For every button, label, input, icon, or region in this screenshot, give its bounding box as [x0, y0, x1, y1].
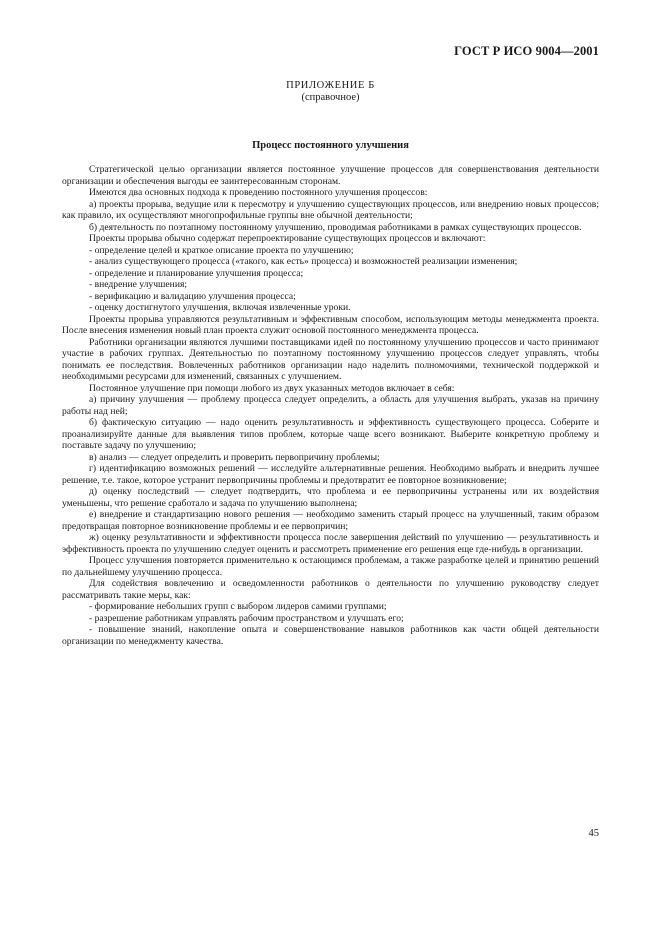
bullet-item: - анализ существующего процесса («такого, как есть» процесса) и возможностей реализации изменения;: [89, 256, 518, 267]
appendix-subtitle: (справочное): [301, 92, 360, 103]
bullet-item: - формирование небольших групп с выбором лидеров самими группами;: [89, 601, 387, 612]
paragraph: Проекты прорыва обычно содержат перепроектирование существующих процессов и включают:: [89, 233, 486, 244]
list-item: а) проекты прорыва, ведущие или к пересмотру и улучшению существующих процессов, или внедрению новых процессов; как правило, их осуществляют многопрофильные группы вне обычной деятельности;: [62, 198, 599, 221]
list-item: в) анализ — следует определить и проверить первопричину проблемы;: [89, 451, 380, 463]
paragraph: Стратегической целью организации является постоянное улучшение процессов для совершенствования деятельности организации и обеспечения выгоды ее заинтересованным сторонам.: [62, 164, 599, 187]
bullet-item: - определение и планирование улучшения процесса;: [89, 267, 304, 279]
list-item: д) оценку последствий — следует подтвердить, что проблема и ее первопричины устранены или их воздействия уменьшены, что решение сработало и задача по улучшению выполнена;: [62, 486, 599, 509]
list-item: е) внедрение и стандартизацию нового решения — необходимо заменить старый процесс на улучшенный, таким образом предотвращая повторное возникновение проблемы и ее первопричин;: [62, 509, 599, 532]
list-item: а) причину улучшения — проблему процесса следует определить, а область для улучшения выбрать, указав на причину работы над ней;: [62, 394, 599, 417]
bullet-item: - определение целей и краткое описание проекта по улучшению;: [89, 244, 354, 256]
paragraph: Имеются два основных подхода к проведению постоянного улучшения процессов:: [89, 187, 428, 198]
appendix-title: ПРИЛОЖЕНИЕ Б: [286, 80, 375, 91]
paragraph: Проекты прорыва управляются результативным и эффективным способом, использующим методы менеджмента проекта. После внесения изменения новый план проекта служит основой постоянного менеджмента процесса.: [62, 313, 599, 336]
list-item: г) идентификацию возможных решений — исследуйте альтернативные решения. Необходимо выбрать и внедрить лучшее решение, т.е. такое, которое устранит первопричины проблемы и предотвратит ее повторное возникновение;: [62, 463, 599, 486]
section-title: Процесс постоянного улучшения: [252, 140, 409, 151]
bullet-item: - верификацию и валидацию улучшения процесса;: [89, 290, 296, 302]
paragraph: Процесс улучшения повторяется применительно к остающимся проблемам, а также разработке целей и принятию решений по дальнейшему улучшению процесса.: [62, 555, 599, 578]
bullet-item: - внедрение улучшения;: [89, 279, 188, 290]
list-item: б) деятельность по поэтапному постоянному улучшению, проводимая работниками в рамках существующих процессов.: [89, 221, 582, 233]
paragraph: Постоянное улучшение при помощи любого из двух указанных методов включает в себя:: [89, 382, 455, 394]
standard-header: ГОСТ Р ИСО 9004—2001: [454, 44, 599, 58]
paragraph: Работники организации являются лучшими поставщиками идей по постоянному улучшению процессов и часто принимают участие в рабочих группах. Деятельностью по поэтапному постоянному улучшению процессов следует управлять, чтобы понимать ее последствия. Вовлеченных работников организации надо наделить полномочиями, технической поддержкой и необходимыми ресурсами для изменений, связанных с улучшением.: [62, 336, 599, 382]
bullet-item: - оценку достигнутого улучшения, включая извлеченные уроки.: [89, 302, 351, 313]
page-number: 45: [588, 828, 599, 839]
bullet-item: - разрешение работникам управлять рабочим пространством и улучшать его;: [89, 612, 404, 624]
bullet-item: - повышение знаний, накопление опыта и совершенствование навыков работников как части общей деятельности организации по менеджменту качества.: [62, 624, 599, 647]
paragraph: Для содействия вовлечению и осведомленности работников о деятельности по улучшению руководству следует рассматривать такие меры, как:: [62, 578, 599, 601]
appendix-heading: [0, 80, 661, 104]
body-text: [62, 164, 599, 647]
list-item: б) фактическую ситуацию — надо оценить результативность и эффективность существующего процесса. Соберите и проанализируйте данные для выявления типов проблем, которые чаще всего возникают. Выберите конкретную проблему и поставьте задачу по улучшению;: [62, 417, 599, 451]
list-item: ж) оценку результативности и эффективности процесса после завершения действий по улучшению — результативность и эффективность проекта по улучшению следует оценить и рассмотреть применение его решения еще где-нибудь в организации.: [62, 532, 599, 555]
